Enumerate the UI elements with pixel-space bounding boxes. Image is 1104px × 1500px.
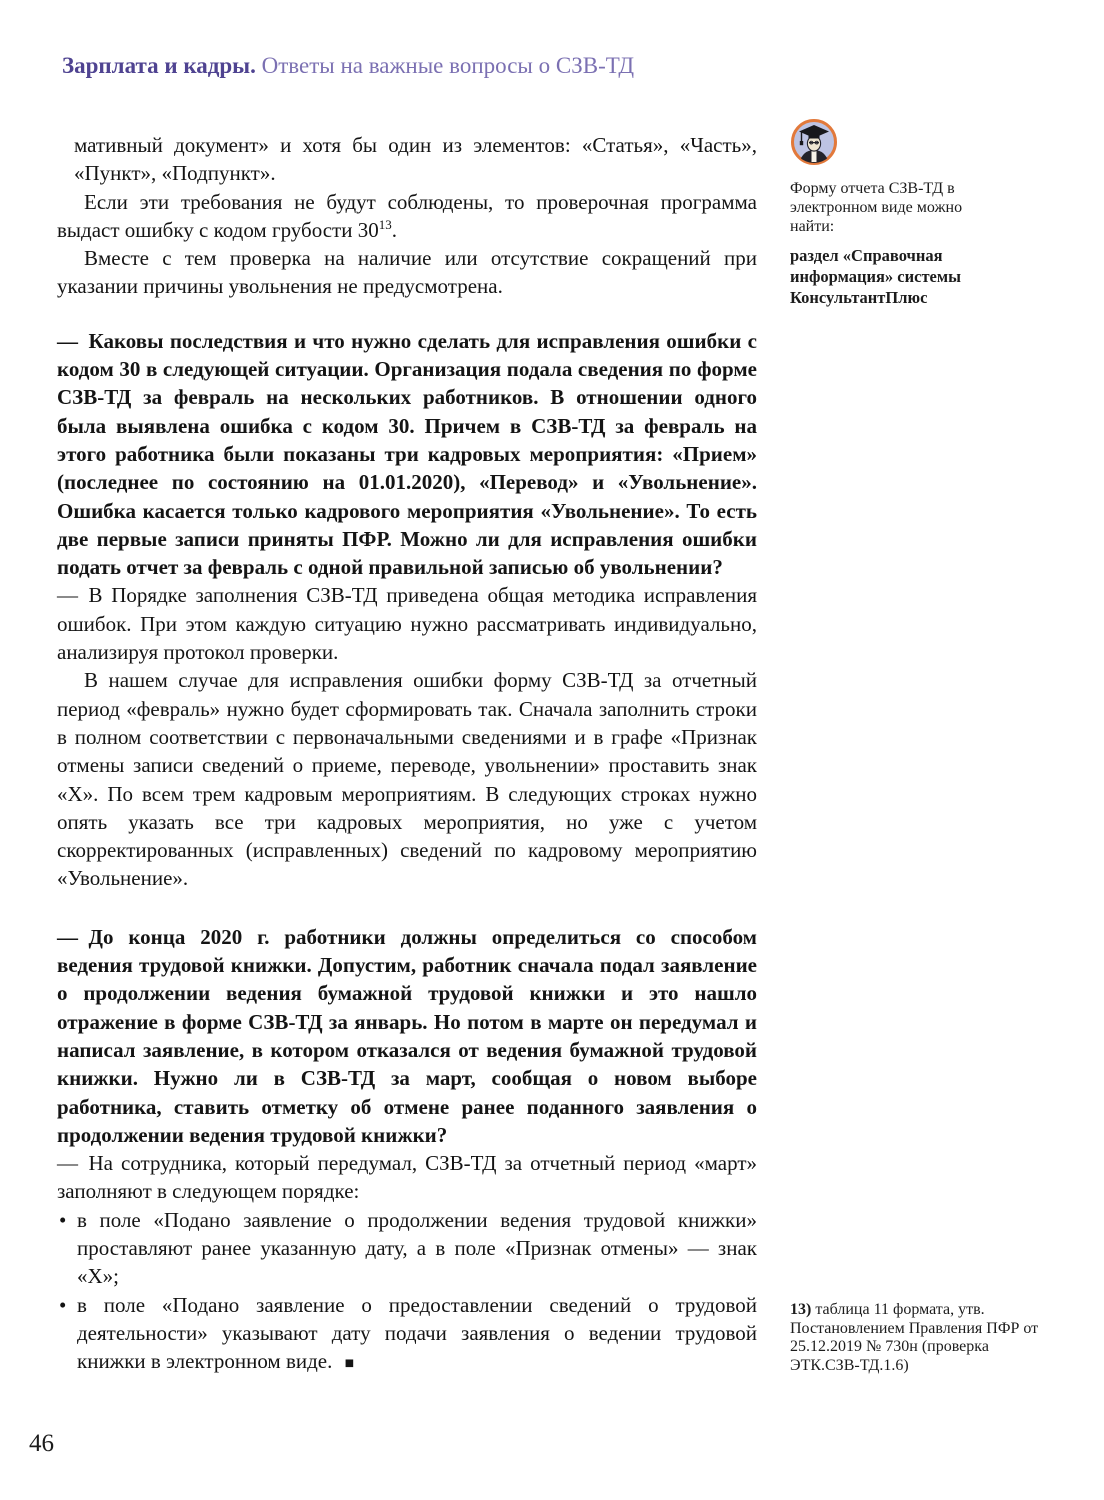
page-header bbox=[62, 52, 634, 80]
list-item bbox=[57, 1206, 757, 1291]
paragraph bbox=[57, 188, 757, 245]
header-brand: Зарплата и кадры. bbox=[62, 53, 256, 78]
bullet-glyph: • bbox=[59, 1207, 67, 1232]
sidebar-note-text: Форму отчета СЗВ-ТД в электронном виде можно найти: bbox=[790, 180, 963, 235]
scholar-graduate-icon bbox=[790, 118, 838, 166]
sidebar-note bbox=[790, 118, 1030, 308]
bullet-glyph: • bbox=[59, 1292, 67, 1317]
paragraph-text: Если эти требования не будут соблюдены, то проверочная программа выдаст ошибку с кодом грубости 30 bbox=[57, 189, 757, 242]
question-1: — Каковы последствия и что нужно сделать для исправления ошибки с кодом 30 в следующей ситуации. Организация подала сведения по форме СЗВ-ТД за февраль на нескольких работников. В отношении одного была выявлена ошибка с кодом 30. Причем в СЗВ-ТД за февраль на этого работника были показаны три кадровых мероприятия: «Прием» (последнее по состоянию на 01.01.2020), «Перевод» и «Увольнение». Ошибка касается только кадрового мероприятия «Увольнение». То есть две первые записи приняты ПФР. Можно ли для исправления ошибки подать отчет за февраль с одной правильной записью об увольнении? bbox=[57, 328, 757, 580]
answer-1-paragraph: — В Порядке заполнения СЗВ-ТД приведена общая методика исправления ошибок. При этом каждую ситуацию нужно рассматривать индивидуально, анализируя протокол проверки. bbox=[57, 583, 757, 665]
paragraph: Вместе с тем проверка на наличие или отсутствие сокращений при указании причины увольнения не предусмотрена. bbox=[57, 246, 757, 299]
question-2: — До конца 2020 г. работники должны определиться со способом ведения трудовой книжки. Допустим, работник сначала подал заявление о продолжении ведения бумажной трудовой книжки и это нашло отражение в форме СЗВ-ТД за январь. Но потом в марте он передумал и написал заявление, в котором отказался от ведения бумажной трудовой книжки. Нужно ли в СЗВ-ТД за март, сообщая о новом выборе работника, ставить отметку об отмене ранее поданного заявления о продолжении ведения трудовой книжки? bbox=[57, 924, 757, 1147]
answer-2-list bbox=[57, 1206, 757, 1379]
footnote-13 bbox=[790, 1301, 1040, 1375]
paragraph-text: . bbox=[391, 217, 397, 242]
article-column bbox=[57, 131, 757, 1378]
list-item-text: в поле «Подано заявление о продолжении ведения трудовой книжки» проставляют ранее указанную дату, а в поле «Признак отмены» — знак «Х»; bbox=[77, 1207, 757, 1289]
page-number: 46 bbox=[29, 1430, 54, 1457]
article-end-marker: ■ bbox=[344, 1355, 355, 1373]
list-item bbox=[57, 1291, 757, 1379]
answer-1-paragraph: В нашем случае для исправления ошибки форму СЗВ-ТД за отчетный период «февраль» нужно будет сформировать так. Сначала заполнить строки в полном соответствии с первоначальными сведениями и в графе «Признак отмены записи сведений о приеме, переводе, увольнении» проставить знак «Х». По всем трем кадровым мероприятиям. В следующих строках нужно опять указать все три кадровых мероприятия, но уже с учетом скорректированных (исправленных) сведений по кадровому мероприятию «Увольнение». bbox=[57, 668, 757, 891]
list-item-text: в поле «Подано заявление о предоставлении сведений о трудовой деятельности» указывают дату подачи заявления о ведении трудовой книжки в электронном виде. bbox=[77, 1292, 757, 1374]
paragraph-continuation: мативный документ» и хотя бы один из элементов: «Статья», «Часть», «Пункт», «Подпункт». bbox=[74, 133, 757, 186]
header-section-title: Ответы на важные вопросы о СЗВ-ТД bbox=[261, 53, 635, 78]
footnote-marker: 13) bbox=[790, 1301, 812, 1318]
footnote-reference: 13 bbox=[378, 216, 392, 232]
sidebar-note-bold-text: раздел «Справочная информация» системы КонсультантПлюс bbox=[790, 246, 962, 307]
answer-2-intro: — На сотрудника, который передумал, СЗВ-ТД за отчетный период «март» заполняют в следующем порядке: bbox=[57, 1151, 757, 1204]
footnote-text: таблица 11 формата, утв. Постановлением Правления ПФР от 25.12.2019 № 730н (проверка ЭТК.СЗВ-ТД.1.6) bbox=[790, 1301, 1039, 1374]
